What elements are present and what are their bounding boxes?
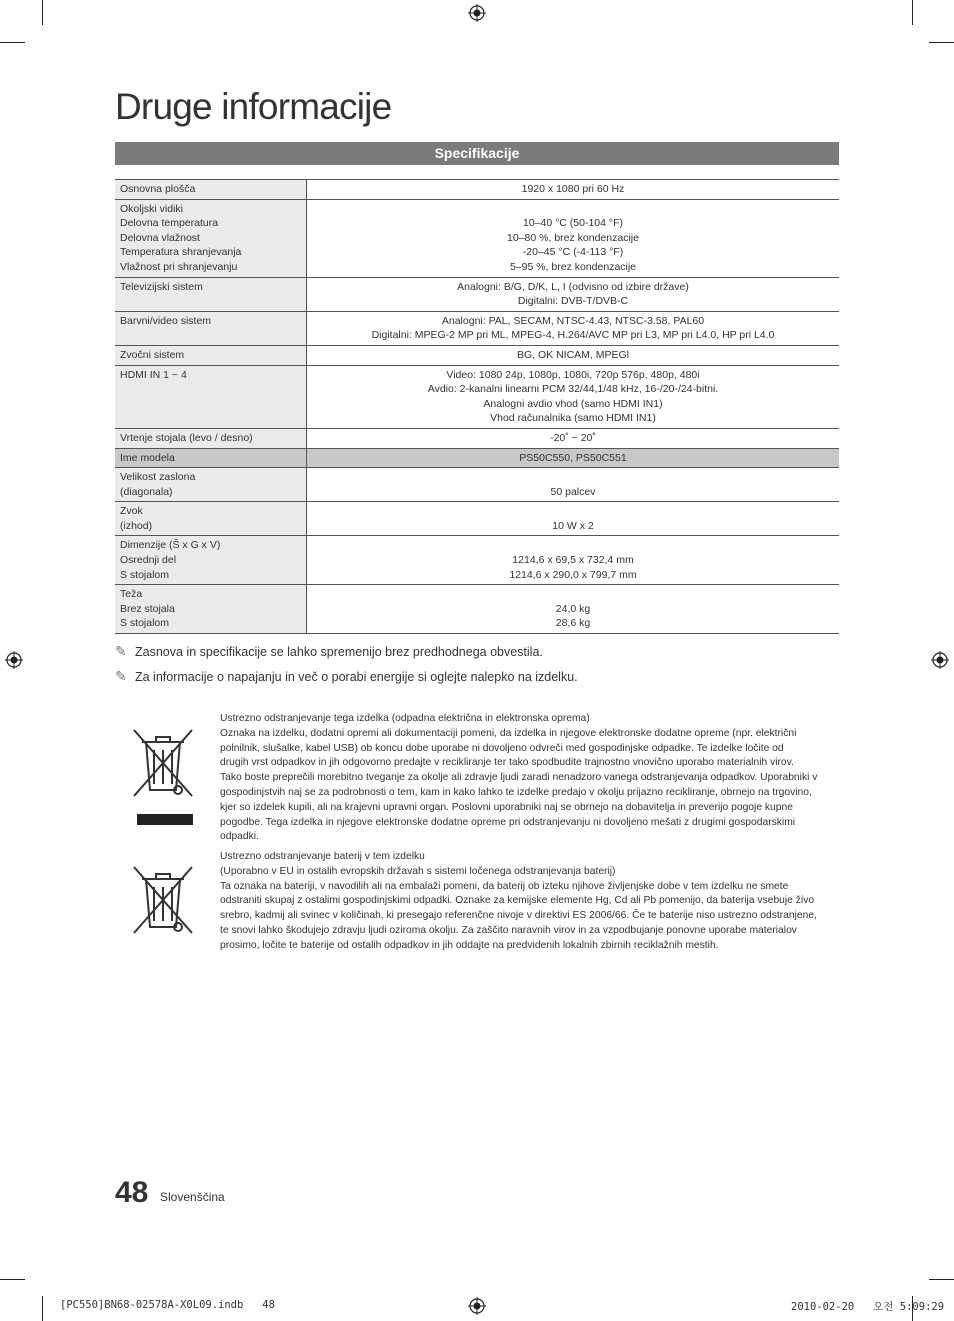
spec-label-line: Teža — [120, 588, 143, 601]
spec-label-line: Velikost zaslona — [120, 471, 196, 484]
note-text: Zasnova in specifikacije se lahko spremenijo brez predhodnega obvestila. — [135, 645, 543, 659]
spec-value — [307, 311, 840, 345]
note-item — [115, 643, 543, 660]
spec-value — [307, 199, 840, 277]
spec-label-line: Osrednji del — [120, 554, 177, 567]
spec-value — [307, 365, 840, 428]
spec-label-line: Brez stojala — [120, 602, 175, 615]
spec-label-line: Delovna vlažnost — [120, 231, 200, 244]
spec-label — [115, 365, 307, 428]
spec-label — [115, 428, 307, 448]
paragraph-line: prosimo, ločite te baterije od ostalih odpadkov in jih oddajte na predvidenih lokalnih zbirnih reciklažnih mestih. — [220, 939, 719, 951]
spec-value-line: 10–80 %, brez kondenzacije — [507, 231, 639, 244]
crop-mark — [42, 1296, 43, 1321]
paragraph-line: te snovi lahko škodujejo zdravju ljudi oziroma okolju. Za zaščito naravnih virov in za vzpodbujanje ponovne uporabe materialov — [220, 924, 797, 936]
spec-row — [115, 585, 839, 634]
section-title-specifications: Specifikacije — [115, 142, 839, 165]
spec-label-line: S stojalom — [120, 617, 170, 630]
spec-value-line: 1920 x 1080 pri 60 Hz — [521, 183, 625, 195]
registration-mark-icon — [468, 1297, 486, 1315]
crop-mark — [912, 0, 913, 25]
note-text: Za informacije o napajanju in več o porabi energije si oglejte nalepko na izdelku. — [135, 670, 578, 684]
paragraph-line: gospodinjstvih naj se za podrobnosti o tem, kam in kako lahko te izdelke predajo v okolju prijazno recikliranje, obrnejo na trgovino, — [220, 786, 812, 798]
spec-value — [307, 448, 840, 468]
note-pencil-icon: ✎ — [115, 643, 127, 659]
spec-row — [115, 502, 839, 536]
spec-value — [307, 180, 840, 200]
spec-value-line: 10–40 °C (50-104 °F) — [522, 217, 624, 230]
spec-row — [115, 448, 839, 468]
spec-label-line: HDMI IN 1 ~ 4 — [120, 368, 187, 381]
spec-value-line: 1214,6 x 290,0 x 799,7 mm — [509, 568, 637, 581]
spec-row — [115, 311, 839, 345]
footer-file-info: [PC550]BN68-02578A-X0L09.indb 48 — [60, 1299, 275, 1311]
spec-label-line: Zvok — [120, 505, 143, 518]
specifications-table-body — [115, 180, 839, 634]
paragraph-line: polnilnik, slušalke, kabel USB) ob koncu dobe uporabe ni dovoljeno odvreči med gospodinjske odpadke. Te izdelke ločite od — [220, 742, 784, 754]
spec-value-line: Analogni avdio vhod (samo HDMI IN1) — [483, 397, 663, 410]
spec-row — [115, 365, 839, 428]
note-item — [115, 668, 578, 685]
spec-label-line: Vrtenje stojala (levo / desno) — [120, 431, 253, 444]
spec-label-line: S stojalom — [120, 568, 170, 581]
spec-row — [115, 428, 839, 448]
spec-label — [115, 585, 307, 634]
spec-label-line: Okoljski vidiki — [120, 202, 184, 215]
paragraph-line: Tako boste preprečili morebitno tveganje za okolje ali zdravje ljudi zaradi nenadzoro vanega odstranjevanja odpadkov. Uporabniki v — [220, 772, 818, 784]
spec-label — [115, 345, 307, 365]
spec-label-line: Vlažnost pri shranjevanju — [120, 260, 238, 273]
spec-value-line: -20˚ ~ 20˚ — [550, 431, 596, 444]
paragraph-line: Ta oznaka na bateriji, v navodilih ali na embalaži pomeni, da baterij ob izteku njihove življenjske dobe v tem izdelku ne smete — [220, 880, 789, 892]
spec-row — [115, 180, 839, 200]
registration-mark-icon — [931, 651, 949, 669]
spec-label-line: Delovna temperatura — [120, 217, 219, 230]
spec-row — [115, 468, 839, 502]
spec-value-line: 28,6 kg — [555, 617, 591, 630]
spec-label-line: (diagonala) — [120, 485, 173, 498]
spec-value — [307, 468, 840, 502]
spec-value-line: 10 W x 2 — [552, 519, 594, 532]
spec-row — [115, 536, 839, 585]
spec-label-line: Temperatura shranjevanja — [120, 246, 242, 259]
spec-label — [115, 180, 307, 200]
specifications-table — [115, 179, 839, 634]
spec-value — [307, 502, 840, 536]
spec-row — [115, 277, 839, 311]
spec-value — [307, 536, 840, 585]
spec-label-line: (izhod) — [120, 519, 153, 532]
paragraph-line: srebro, kadmij ali svinec v količinah, ki presegajo referenčne nivoje v direktivi ES 2006/66. Če te baterije niso ustrezno odstranjene, — [220, 910, 817, 922]
spec-value — [307, 585, 840, 634]
page-language: Slovenščina — [160, 1190, 225, 1204]
spec-label — [115, 468, 307, 502]
page-number: 48 — [115, 1176, 149, 1209]
product-disposal-text — [220, 712, 840, 845]
paragraph-line: odpadki. — [220, 831, 259, 843]
spec-row — [115, 345, 839, 365]
spec-value-line: BG, OK NICAM, MPEGl — [516, 348, 629, 361]
footer-date-info: 2010-02-20 오전 5:09:29 — [791, 1301, 945, 1313]
paragraph-line: Oznaka na izdelku, dodatni opremi ali dokumentaciji pomeni, da izdelka in njegove elektronske dodatne opreme (npr. električni — [220, 727, 797, 739]
spec-value-line: 5–95 %, brez kondenzacije — [509, 260, 637, 273]
spec-label — [115, 311, 307, 345]
spec-row — [115, 199, 839, 277]
spec-label — [115, 448, 307, 468]
spec-value — [307, 277, 840, 311]
spec-label-line: Televizijski sistem — [120, 280, 203, 293]
paragraph-line: kjer so izdelek kupili, ali na krajevni upravni organ. Poslovni uporabniki naj se obrnejo na dobavitelja in preverijo pogoje kupne — [220, 801, 793, 813]
paragraph-line: (Uporabno v EU in ostalih evropskih državah s sistemi ločenega odstranjevanja baterij) — [220, 865, 616, 877]
crop-mark — [929, 42, 954, 43]
spec-value-line: Video: 1080 24p, 1080p, 1080i, 720p 576p, 480p, 480i — [446, 368, 700, 381]
spec-value-line: Digitalni: MPEG-2 MP pri ML, MPEG-4, H.264/AVC MP pri L3, MP pri L4.0, HP pri L4.0 — [371, 329, 775, 342]
crop-mark — [0, 42, 25, 43]
spec-label-line: Osnovna plošča — [120, 183, 196, 195]
paragraph-line: drugih vrst odpadkov in jih odgovorno predajte v recikliranje ter tako spodbudite trajnostno vnovično uporabo materialnih virov. — [220, 757, 794, 769]
note-pencil-icon: ✎ — [115, 668, 127, 684]
spec-label-line: Zvočni sistem — [120, 348, 185, 361]
paragraph-line: pogodbe. Tega izdelka in njegove elektronske dodatne opreme pri odstranjevanju ni dovoljeno mešati z drugimi gospodarskimi — [220, 816, 796, 828]
spec-value-line: 24,0 kg — [555, 602, 591, 615]
spec-label-line: Dimenzije (Š x G x V) — [120, 539, 221, 552]
crop-mark — [929, 1279, 954, 1280]
spec-value-line: Analogni: PAL, SECAM, NTSC-4.43, NTSC-3.58, PAL60 — [441, 314, 705, 327]
paragraph-line: Ustrezno odstranjevanje tega izdelka (odpadna električna in elektronska oprema) — [220, 713, 590, 724]
spec-label — [115, 536, 307, 585]
spec-label — [115, 502, 307, 536]
spec-value-line: PS50C550, PS50C551 — [519, 451, 627, 464]
crop-mark — [42, 0, 43, 25]
battery-bin-icon — [132, 865, 198, 937]
registration-mark-icon — [468, 4, 486, 22]
weee-bin-icon — [132, 728, 198, 828]
paragraph-line: Ustrezno odstranjevanje baterij v tem izdelku — [220, 851, 425, 862]
spec-label-line: Barvni/video sistem — [120, 314, 212, 327]
paragraph-line: odstraniti skupaj z ostalimi gospodinjskimi odpadki. Oznake za kemijske elemente Hg, Cd ali Pb pomenijo, da baterija vsebuje živo — [220, 895, 815, 907]
spec-value — [307, 345, 840, 365]
spec-value-line: Avdio: 2-kanalni linearni PCM 32/44,1/48 kHz, 16-/20-/24-bitni. — [427, 383, 719, 396]
registration-mark-icon — [5, 651, 23, 669]
spec-value-line: Digitalni: DVB-T/DVB-C — [517, 295, 629, 308]
spec-label — [115, 277, 307, 311]
spec-value-line: 50 palcev — [550, 485, 596, 498]
crop-mark — [0, 1279, 25, 1280]
spec-value-line: 1214,6 x 69,5 x 732,4 mm — [512, 554, 634, 567]
spec-value-line: Vhod računalnika (samo HDMI IN1) — [490, 412, 656, 425]
page-title: Druge informacije — [115, 86, 392, 127]
battery-disposal-text — [220, 850, 840, 954]
spec-label-line: Ime modela — [120, 451, 175, 464]
spec-label — [115, 199, 307, 277]
spec-value-line: Analogni: B/G, D/K, L, I (odvisno od izbire države) — [457, 280, 689, 293]
spec-value — [307, 428, 840, 448]
spec-value-line: -20–45 °C (-4-113 °F) — [522, 246, 624, 259]
